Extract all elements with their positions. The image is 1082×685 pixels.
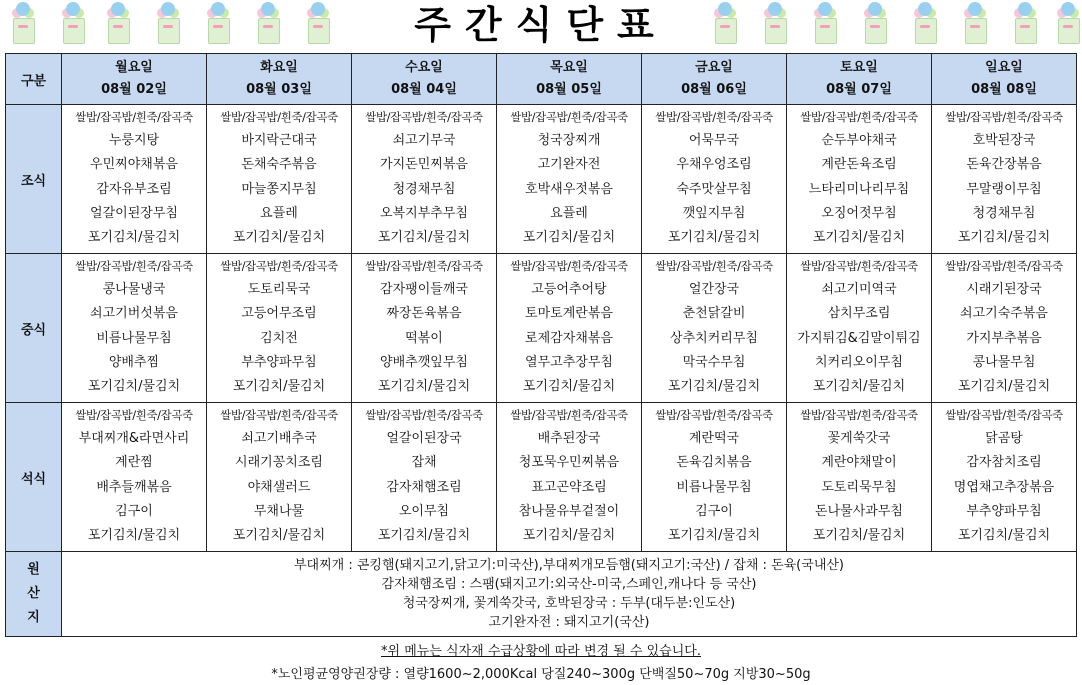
menu-item: 포기김치/물김치 [522, 230, 616, 246]
meal-label: 조식 [6, 105, 62, 254]
day-header-row [6, 54, 1077, 105]
menu-item: 양배추깻잎무침 [380, 354, 468, 370]
menu-item: 쇠고기무국 [392, 133, 456, 149]
menu-item: 요플레 [260, 205, 298, 221]
menu-cell-tue [207, 105, 352, 254]
menu-item: 순두부야채국 [821, 133, 897, 149]
menu-cell-fri [642, 254, 787, 403]
menu-item: 포기김치/물김치 [232, 528, 326, 544]
menu-item: 무채나물 [253, 503, 305, 519]
menu-item: 얼갈이된장무침 [90, 205, 178, 221]
menu-item: 포기김치/물김치 [812, 230, 906, 246]
menu-item: 돈나물사과무침 [815, 503, 903, 519]
menu-cell-thu [497, 403, 642, 552]
weekly-menu-table [5, 53, 1077, 637]
menu-cell-sat [787, 403, 932, 552]
menu-item: 오이무침 [398, 503, 450, 519]
menu-item: 고등어추어탕 [531, 282, 607, 298]
day-header-fri: 금요일 08월 06일 [642, 54, 787, 105]
day-header-wed: 수요일 08월 04일 [352, 54, 497, 105]
menu-item: 부추양파무침 [966, 503, 1042, 519]
category-header: 구분 [6, 54, 62, 105]
menu-item: 야채샐러드 [247, 479, 311, 495]
menu-item: 쇠고기숙주볶음 [960, 306, 1048, 322]
menu-item: 어묵무국 [688, 133, 740, 149]
menu-item: 청경채무침 [972, 205, 1036, 221]
menu-item: 로제감자채볶음 [525, 330, 613, 346]
origin-line: 감자채햄조림 : 스팸(돼지고기:외국산-미국,스페인,캐나다 등 국산) [381, 577, 757, 592]
day-header-sat: 토요일 08월 07일 [787, 54, 932, 105]
menu-cell-sat [787, 105, 932, 254]
menu-item: 포기김치/물김치 [957, 230, 1051, 246]
menu-item: 비름나물무침 [96, 330, 172, 346]
menu-item: 호박새우젓볶음 [525, 181, 613, 197]
menu-item: 숙주맛살무침 [676, 181, 752, 197]
menu-item: 쇠고기버섯볶음 [90, 306, 178, 322]
menu-item: 포기김치/물김치 [522, 379, 616, 395]
menu-item: 포기김치/물김치 [87, 379, 181, 395]
origin-line: 청국장찌개, 꽃게쑥갓국, 호박된장국 : 두부(대두분:인도산) [402, 596, 736, 611]
menu-item: 쌀밥/잡곡밥/흰죽/잡곡죽 [75, 110, 193, 124]
menu-item: 쌀밥/잡곡밥/흰죽/잡곡죽 [945, 259, 1063, 273]
menu-cell-mon [62, 403, 207, 552]
menu-item: 짜장돈육볶음 [386, 306, 462, 322]
menu-item: 감자참치조림 [966, 455, 1042, 471]
meal-label: 석식 [6, 403, 62, 552]
menu-item: 돈채숙주볶음 [241, 157, 317, 173]
menu-item: 청경채무침 [392, 181, 456, 197]
menu-cell-wed [352, 403, 497, 552]
menu-item: 포기김치/물김치 [377, 528, 471, 544]
menu-item: 도토리묵무침 [821, 479, 897, 495]
menu-item: 계란야채말이 [821, 455, 897, 471]
menu-item: 가지부추볶음 [966, 330, 1042, 346]
menu-item: 감자팽이들깨국 [380, 282, 468, 298]
menu-item: 꽃게쑥갓국 [827, 431, 891, 447]
menu-item: 돈육간장볶음 [966, 157, 1042, 173]
meal-row [6, 403, 1077, 552]
day-header-mon: 월요일 08월 02일 [62, 54, 207, 105]
menu-item: 시래기꽁치조림 [235, 455, 323, 471]
menu-item: 김구이 [115, 503, 153, 519]
menu-item: 느타리미나리무침 [808, 181, 910, 197]
menu-item: 오징어젓무침 [821, 205, 897, 221]
menu-item: 시래기된장국 [966, 282, 1042, 298]
menu-item: 마늘쫑지무침 [241, 181, 317, 197]
menu-item: 쌀밥/잡곡밥/흰죽/잡곡죽 [510, 408, 628, 422]
menu-cell-wed [352, 105, 497, 254]
menu-item: 김구이 [695, 503, 733, 519]
menu-item: 포기김치/물김치 [232, 379, 326, 395]
menu-item: 가지튀김&김말이튀김 [797, 330, 921, 346]
menu-item: 쌀밥/잡곡밥/흰죽/잡곡죽 [800, 408, 918, 422]
menu-item: 포기김치/물김치 [667, 379, 761, 395]
menu-item: 쌀밥/잡곡밥/흰죽/잡곡죽 [655, 259, 773, 273]
menu-cell-tue [207, 403, 352, 552]
page-title: 주간식단표 [414, 3, 668, 47]
menu-item: 쌀밥/잡곡밥/흰죽/잡곡죽 [220, 408, 338, 422]
menu-item: 포기김치/물김치 [812, 528, 906, 544]
page-header [0, 0, 1082, 52]
menu-item: 깻잎지무침 [682, 205, 746, 221]
menu-item: 토마토계란볶음 [525, 306, 613, 322]
menu-item: 청포묵우민찌볶음 [518, 455, 620, 471]
change-notice: *위 메뉴는 식자재 수급상황에 따라 변경 될 수 있습니다. [381, 644, 701, 659]
menu-item: 포기김치/물김치 [957, 379, 1051, 395]
menu-item: 가지돈민찌볶음 [380, 157, 468, 173]
menu-cell-fri [642, 105, 787, 254]
meal-row [6, 105, 1077, 254]
menu-item: 배추들깨볶음 [96, 479, 172, 495]
menu-item: 우민찌야채볶음 [90, 157, 178, 173]
menu-item: 춘천닭갈비 [682, 306, 746, 322]
menu-item: 김치전 [260, 330, 298, 346]
day-header-tue: 화요일 08월 03일 [207, 54, 352, 105]
day-header-sun: 일요일 08월 08일 [932, 54, 1077, 105]
menu-item: 우채우엉조림 [676, 157, 752, 173]
nutrition-note: *노인평균영양권장량 : 열량1600~2,000Kcal 당질240~300g 단백질50~70g 지방30~50g [271, 667, 811, 682]
menu-cell-tue [207, 254, 352, 403]
menu-item: 쌀밥/잡곡밥/흰죽/잡곡죽 [365, 408, 483, 422]
menu-item: 콩나물무침 [972, 354, 1036, 370]
menu-item: 참나물유부겉절이 [518, 503, 620, 519]
origin-line: 부대찌개 : 콘킹햄(돼지고기,닭고기:미국산),부대찌개모듬햄(돼지고기:국산) / 잡채 : 돈육(국내산) [293, 558, 845, 573]
menu-item: 쌀밥/잡곡밥/흰죽/잡곡죽 [75, 408, 193, 422]
menu-item: 치커리오이무침 [815, 354, 903, 370]
menu-item: 쇠고기배추국 [241, 431, 317, 447]
menu-item: 요플레 [550, 205, 588, 221]
menu-item: 무말랭이무침 [966, 181, 1042, 197]
meal-row [6, 254, 1077, 403]
menu-item: 열무고추장무침 [525, 354, 613, 370]
menu-item: 계란돈육조림 [821, 157, 897, 173]
menu-item: 명엽채고추장볶음 [953, 479, 1055, 495]
menu-item: 계란떡국 [688, 431, 740, 447]
menu-item: 청국장찌개 [537, 133, 601, 149]
menu-item: 표고곤약조림 [531, 479, 607, 495]
menu-item: 돈육김치볶음 [676, 455, 752, 471]
menu-item: 쌀밥/잡곡밥/흰죽/잡곡죽 [510, 259, 628, 273]
origin-row [6, 552, 1077, 637]
menu-item: 부대찌개&라면사리 [78, 431, 190, 447]
menu-item: 호박된장국 [972, 133, 1036, 149]
menu-item: 계란찜 [115, 455, 153, 471]
menu-item: 포기김치/물김치 [667, 528, 761, 544]
menu-item: 쌀밥/잡곡밥/흰죽/잡곡죽 [75, 259, 193, 273]
menu-item: 쌀밥/잡곡밥/흰죽/잡곡죽 [945, 110, 1063, 124]
menu-cell-wed [352, 254, 497, 403]
menu-item: 포기김치/물김치 [667, 230, 761, 246]
menu-item: 쌀밥/잡곡밥/흰죽/잡곡죽 [800, 259, 918, 273]
menu-cell-sun [932, 254, 1077, 403]
origin-line: 고기완자전 : 돼지고기(국산) [488, 615, 650, 630]
menu-cell-sun [932, 403, 1077, 552]
menu-cell-mon [62, 105, 207, 254]
origin-label: 원 산 지 [6, 552, 62, 637]
menu-item: 상추치커리무침 [670, 330, 758, 346]
menu-item: 쌀밥/잡곡밥/흰죽/잡곡죽 [220, 259, 338, 273]
menu-item: 삼치무조림 [827, 306, 891, 322]
menu-item: 쌀밥/잡곡밥/흰죽/잡곡죽 [365, 259, 483, 273]
menu-item: 포기김치/물김치 [232, 230, 326, 246]
menu-item: 얼갈이된장국 [386, 431, 462, 447]
menu-item: 오복지부추무침 [380, 205, 468, 221]
menu-item: 비름나물무침 [676, 479, 752, 495]
menu-item: 고기완자전 [537, 157, 601, 173]
menu-item: 잡채 [411, 455, 437, 471]
menu-item: 포기김치/물김치 [87, 230, 181, 246]
menu-item: 부추양파무침 [241, 354, 317, 370]
menu-cell-thu [497, 254, 642, 403]
menu-item: 양배추찜 [108, 354, 160, 370]
menu-item: 쌀밥/잡곡밥/흰죽/잡곡죽 [220, 110, 338, 124]
menu-cell-mon [62, 254, 207, 403]
menu-item: 포기김치/물김치 [522, 528, 616, 544]
menu-item: 감자채햄조림 [386, 479, 462, 495]
menu-item: 쌀밥/잡곡밥/흰죽/잡곡죽 [655, 110, 773, 124]
menu-item: 포기김치/물김치 [377, 230, 471, 246]
menu-cell-fri [642, 403, 787, 552]
origin-info [62, 552, 1077, 637]
menu-item: 포기김치/물김치 [957, 528, 1051, 544]
menu-item: 쌀밥/잡곡밥/흰죽/잡곡죽 [510, 110, 628, 124]
menu-item: 막국수무침 [682, 354, 746, 370]
menu-cell-sun [932, 105, 1077, 254]
menu-item: 배추된장국 [537, 431, 601, 447]
menu-item: 포기김치/물김치 [812, 379, 906, 395]
menu-item: 얼간장국 [688, 282, 740, 298]
meal-label: 중식 [6, 254, 62, 403]
day-header-thu: 목요일 08월 05일 [497, 54, 642, 105]
menu-item: 쌀밥/잡곡밥/흰죽/잡곡죽 [655, 408, 773, 422]
menu-item: 쌀밥/잡곡밥/흰죽/잡곡죽 [365, 110, 483, 124]
menu-item: 콩나물냉국 [102, 282, 166, 298]
menu-item: 감자유부조림 [96, 181, 172, 197]
menu-item: 포기김치/물김치 [377, 379, 471, 395]
menu-item: 떡볶이 [405, 330, 443, 346]
menu-cell-sat [787, 254, 932, 403]
menu-item: 바지락근대국 [241, 133, 317, 149]
menu-item: 쌀밥/잡곡밥/흰죽/잡곡죽 [800, 110, 918, 124]
menu-cell-thu [497, 105, 642, 254]
menu-item: 닭곰탕 [985, 431, 1023, 447]
menu-item: 누룽지탕 [108, 133, 160, 149]
menu-item: 쌀밥/잡곡밥/흰죽/잡곡죽 [945, 408, 1063, 422]
menu-item: 쇠고기미역국 [821, 282, 897, 298]
menu-item: 고등어무조림 [241, 306, 317, 322]
menu-item: 도토리묵국 [247, 282, 311, 298]
menu-item: 포기김치/물김치 [87, 528, 181, 544]
